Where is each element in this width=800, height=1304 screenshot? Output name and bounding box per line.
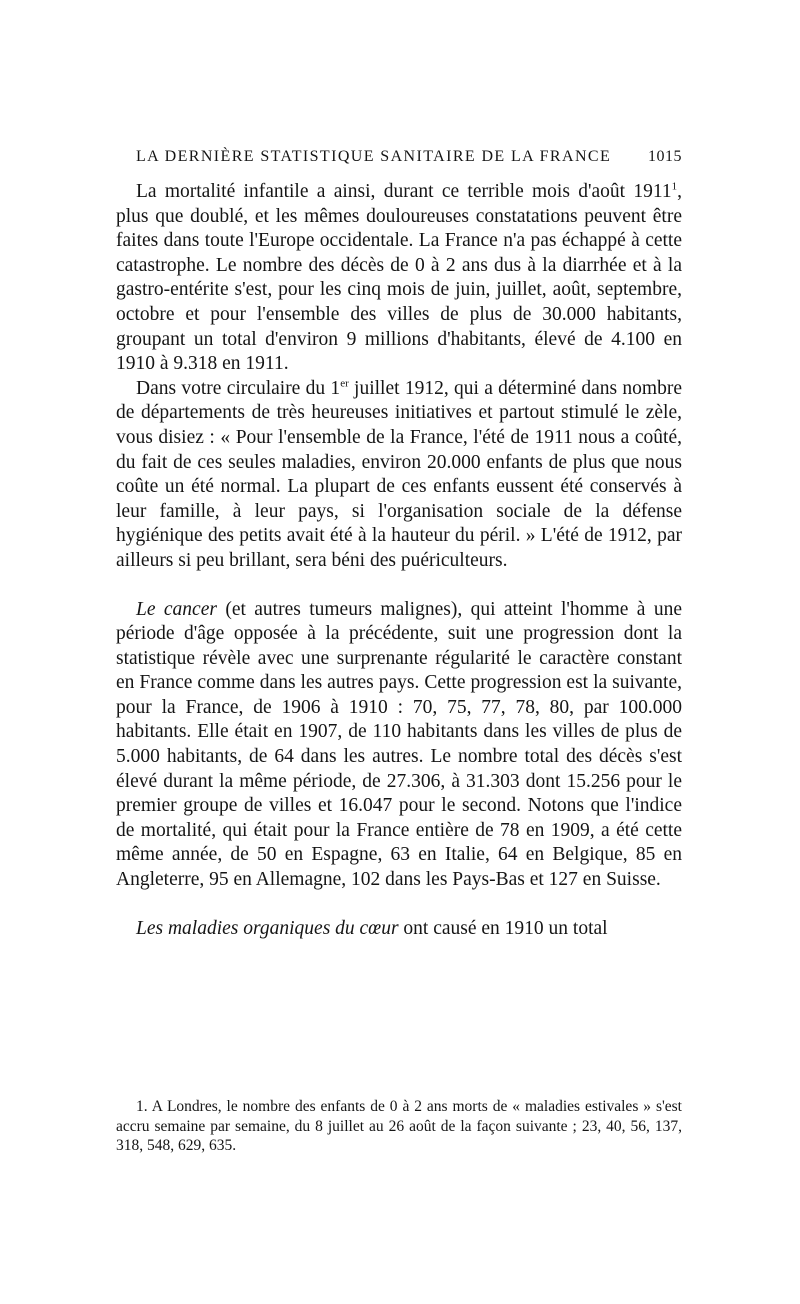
ordinal-superscript: er	[340, 377, 349, 390]
text-run: (et autres tumeurs malignes), qui atteint l'homme à une période d'âge opposée à la précédente, suit une progression dont la statistique révèle avec une surprenante régularité le caractère constant en France comme dans les autres pays. Cette progression est la suivante, pour la France, de 1906 à 1910 : 70, 75, 77, 78, 80, par 100.000 habitants. Elle était en 1907, de 110 habitants dans les villes de plus de 5.000 habitants, de 64 dans les autres. Le nombre total des décès s'est élevé durant la même période, de 27.306, à 31.303 dont 15.256 pour le premier groupe de villes et 16.047 pour le second. Notons que l'indice de mortalité, qui était pour la France entière de 78 en 1909, a été cette même année, de 50 en Espagne, 63 en Italie, 64 en Belgique, 85 en Angleterre, 95 en Allemagne, 102 dans les Pays-Bas et 127 en Suisse.	[116, 598, 682, 891]
paragraph-cancer	[116, 598, 682, 893]
paragraph-circular	[116, 377, 682, 574]
text-run: Dans votre circulaire du 1	[136, 377, 341, 399]
paragraph-infant-mortality	[116, 180, 682, 377]
footnote-text: A Londres, le nombre des enfants de 0 à 2 ans morts de « maladies estivales » s'est accru semaine par semaine, du 8 juillet au 26 août de la façon suivante ; 23, 40, 56, 137, 318, 548, 629, 635.	[116, 1098, 682, 1154]
footnote-area	[116, 1097, 682, 1156]
running-title: LA DERNIÈRE STATISTIQUE SANITAIRE DE LA FRANCE	[136, 148, 612, 165]
running-header	[136, 148, 682, 166]
paragraph-heart-disease	[116, 917, 682, 942]
section-lead-italic: Les maladies organiques du cœur	[136, 917, 399, 939]
footnote-ref: 1	[671, 180, 678, 193]
text-run: La mortalité infantile a ainsi, durant ce terrible mois d'août 1911	[136, 181, 672, 202]
footnote-marker: 1.	[136, 1098, 148, 1115]
section-lead-italic: Le cancer	[136, 598, 217, 620]
page-number: 1015	[648, 148, 682, 165]
footnote	[116, 1097, 682, 1156]
text-run: , plus que doublé, et les mêmes douloureuses constatations peuvent être faites dans toute l'Europe occidentale. La France n'a pas échappé à cette catastrophe. Le nombre des décès de 0 à 2 ans dus à la diarrhée et à la gastro-entérite s'est, pour les cinq mois de juin, juillet, août, septembre, octobre et pour l'ensemble des villes de plus de 30.000 habitants, groupant un total d'environ 9 millions d'habitants, élevé de 4.100 en 1910 à 9.318 en 1911.	[116, 181, 682, 375]
page-body	[116, 148, 682, 941]
text-run: ont causé en 1910 un total	[398, 917, 608, 939]
text-run: juillet 1912, qui a déterminé dans nombre de départements de très heureuses initiatives et partout stimulé le zèle, vous disiez : « Pour l'ensemble de la France, l'été de 1911 nous a coûté, du fait de ces seules maladies, environ 20.000 enfants de plus que nous coûte un été normal. La plupart de ces enfants eussent été conservés à leur famille, à leur pays, si l'organisation sociale de la défense hygiénique des petits avait été à la hauteur du péril. » L'été de 1912, par ailleurs si peu brillant, sera béni des puériculteurs.	[116, 377, 682, 571]
